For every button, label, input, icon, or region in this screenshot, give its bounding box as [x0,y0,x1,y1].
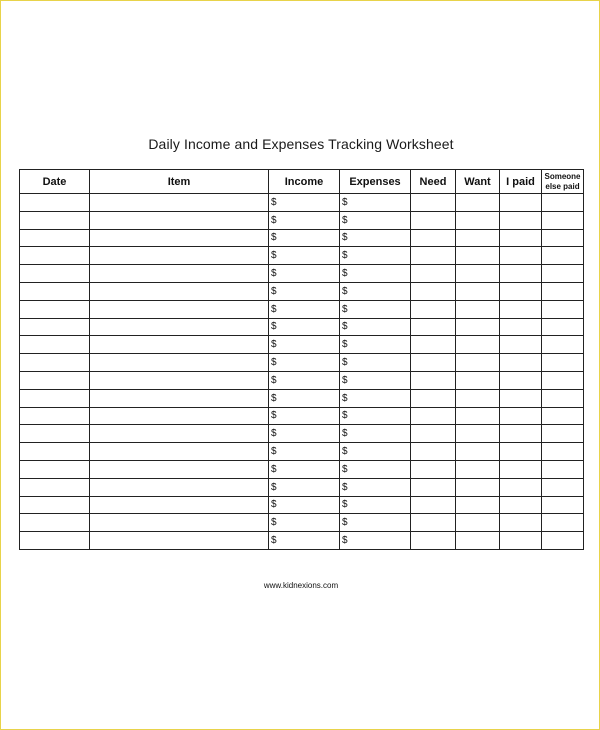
column-header-income: Income [269,170,340,194]
someone-else-paid-cell [542,443,584,461]
column-header-item: Item [90,170,269,194]
item-cell [90,229,269,247]
i-paid-cell [500,194,542,212]
someone-else-paid-cell [542,532,584,550]
date-cell [20,478,90,496]
want-cell [456,211,500,229]
date-cell [20,389,90,407]
income-cell: $ [269,460,340,478]
want-cell [456,300,500,318]
column-header-date: Date [20,170,90,194]
table-row [20,194,584,212]
someone-else-paid-cell [542,300,584,318]
table-row [20,532,584,550]
need-cell [411,282,456,300]
expenses-cell: $ [340,371,411,389]
expenses-cell: $ [340,496,411,514]
item-cell [90,532,269,550]
i-paid-cell [500,354,542,372]
income-cell: $ [269,194,340,212]
i-paid-cell [500,532,542,550]
i-paid-cell [500,496,542,514]
need-cell [411,532,456,550]
need-cell [411,407,456,425]
item-cell [90,300,269,318]
expenses-cell: $ [340,318,411,336]
date-cell [20,194,90,212]
income-cell: $ [269,443,340,461]
i-paid-cell [500,247,542,265]
expenses-cell: $ [340,514,411,532]
table-row [20,425,584,443]
i-paid-cell [500,300,542,318]
want-cell [456,532,500,550]
item-cell [90,443,269,461]
table-row [20,282,584,300]
table-row [20,371,584,389]
expenses-cell: $ [340,425,411,443]
table-row [20,336,584,354]
table-row [20,496,584,514]
expenses-cell: $ [340,211,411,229]
date-cell [20,514,90,532]
date-cell [20,407,90,425]
need-cell [411,318,456,336]
need-cell [411,336,456,354]
someone-else-paid-cell [542,425,584,443]
expenses-cell: $ [340,389,411,407]
income-cell: $ [269,532,340,550]
someone-else-paid-cell [542,336,584,354]
income-cell: $ [269,514,340,532]
someone-else-paid-cell [542,247,584,265]
want-cell [456,478,500,496]
someone-else-paid-cell [542,496,584,514]
i-paid-cell [500,407,542,425]
footer-website: www.kidnexions.com [263,581,339,590]
tracking-table [19,169,584,550]
i-paid-cell [500,460,542,478]
item-cell [90,496,269,514]
i-paid-cell [500,443,542,461]
income-cell: $ [269,211,340,229]
want-cell [456,354,500,372]
income-cell: $ [269,425,340,443]
table-row [20,478,584,496]
column-header-expenses: Expenses [340,170,411,194]
table-row [20,265,584,283]
date-cell [20,211,90,229]
table-row [20,460,584,478]
table-row [20,318,584,336]
worksheet-title: Daily Income and Expenses Tracking Worksheet [148,136,454,152]
i-paid-cell [500,389,542,407]
item-cell [90,371,269,389]
column-header-i-paid: I paid [500,170,542,194]
date-cell [20,229,90,247]
need-cell [411,265,456,283]
expenses-cell: $ [340,194,411,212]
need-cell [411,478,456,496]
date-cell [20,443,90,461]
table-row [20,229,584,247]
need-cell [411,194,456,212]
income-cell: $ [269,282,340,300]
need-cell [411,425,456,443]
need-cell [411,371,456,389]
i-paid-cell [500,514,542,532]
want-cell [456,194,500,212]
want-cell [456,425,500,443]
someone-else-paid-cell [542,460,584,478]
someone-else-paid-cell [542,265,584,283]
date-cell [20,371,90,389]
i-paid-cell [500,211,542,229]
want-cell [456,318,500,336]
someone-else-paid-cell [542,371,584,389]
date-cell [20,496,90,514]
expenses-cell: $ [340,300,411,318]
income-cell: $ [269,229,340,247]
i-paid-cell [500,478,542,496]
table-row [20,211,584,229]
need-cell [411,460,456,478]
income-cell: $ [269,247,340,265]
date-cell [20,247,90,265]
income-cell: $ [269,318,340,336]
date-cell [20,300,90,318]
want-cell [456,443,500,461]
i-paid-cell [500,371,542,389]
column-header-need: Need [411,170,456,194]
table-row [20,354,584,372]
need-cell [411,354,456,372]
income-cell: $ [269,389,340,407]
date-cell [20,460,90,478]
income-cell: $ [269,371,340,389]
want-cell [456,336,500,354]
income-cell: $ [269,300,340,318]
want-cell [456,282,500,300]
item-cell [90,389,269,407]
table-row [20,389,584,407]
want-cell [456,407,500,425]
date-cell [20,282,90,300]
table-row [20,514,584,532]
date-cell [20,265,90,283]
expenses-cell: $ [340,478,411,496]
income-cell: $ [269,478,340,496]
i-paid-cell [500,282,542,300]
table-row [20,300,584,318]
someone-else-paid-cell [542,478,584,496]
need-cell [411,211,456,229]
expenses-cell: $ [340,407,411,425]
table-row [20,407,584,425]
want-cell [456,265,500,283]
need-cell [411,443,456,461]
i-paid-cell [500,318,542,336]
want-cell [456,460,500,478]
expenses-cell: $ [340,247,411,265]
item-cell [90,247,269,265]
item-cell [90,194,269,212]
income-cell: $ [269,496,340,514]
someone-else-paid-cell [542,282,584,300]
expenses-cell: $ [340,282,411,300]
i-paid-cell [500,336,542,354]
column-header-want: Want [456,170,500,194]
date-cell [20,318,90,336]
expenses-cell: $ [340,354,411,372]
someone-else-paid-cell [542,211,584,229]
need-cell [411,300,456,318]
date-cell [20,425,90,443]
need-cell [411,247,456,265]
want-cell [456,371,500,389]
income-cell: $ [269,354,340,372]
expenses-cell: $ [340,460,411,478]
item-cell [90,460,269,478]
expenses-cell: $ [340,532,411,550]
table-row [20,443,584,461]
date-cell [20,354,90,372]
need-cell [411,389,456,407]
want-cell [456,496,500,514]
income-cell: $ [269,265,340,283]
item-cell [90,318,269,336]
i-paid-cell [500,425,542,443]
i-paid-cell [500,229,542,247]
someone-else-paid-cell [542,318,584,336]
income-cell: $ [269,407,340,425]
date-cell [20,336,90,354]
need-cell [411,514,456,532]
item-cell [90,265,269,283]
table-row [20,247,584,265]
need-cell [411,496,456,514]
date-cell [20,532,90,550]
want-cell [456,247,500,265]
item-cell [90,514,269,532]
expenses-cell: $ [340,265,411,283]
need-cell [411,229,456,247]
item-cell [90,354,269,372]
someone-else-paid-cell [542,407,584,425]
item-cell [90,478,269,496]
someone-else-paid-cell [542,514,584,532]
i-paid-cell [500,265,542,283]
item-cell [90,425,269,443]
someone-else-paid-cell [542,229,584,247]
someone-else-paid-cell [542,354,584,372]
table-body [20,194,584,550]
expenses-cell: $ [340,229,411,247]
expenses-cell: $ [340,336,411,354]
want-cell [456,389,500,407]
item-cell [90,407,269,425]
want-cell [456,229,500,247]
item-cell [90,211,269,229]
item-cell [90,336,269,354]
want-cell [456,514,500,532]
column-header-someone-else-paid: Someone else paid [542,170,584,194]
income-cell: $ [269,336,340,354]
item-cell [90,282,269,300]
someone-else-paid-cell [542,389,584,407]
expenses-cell: $ [340,443,411,461]
someone-else-paid-cell [542,194,584,212]
table-header-row [20,170,584,194]
